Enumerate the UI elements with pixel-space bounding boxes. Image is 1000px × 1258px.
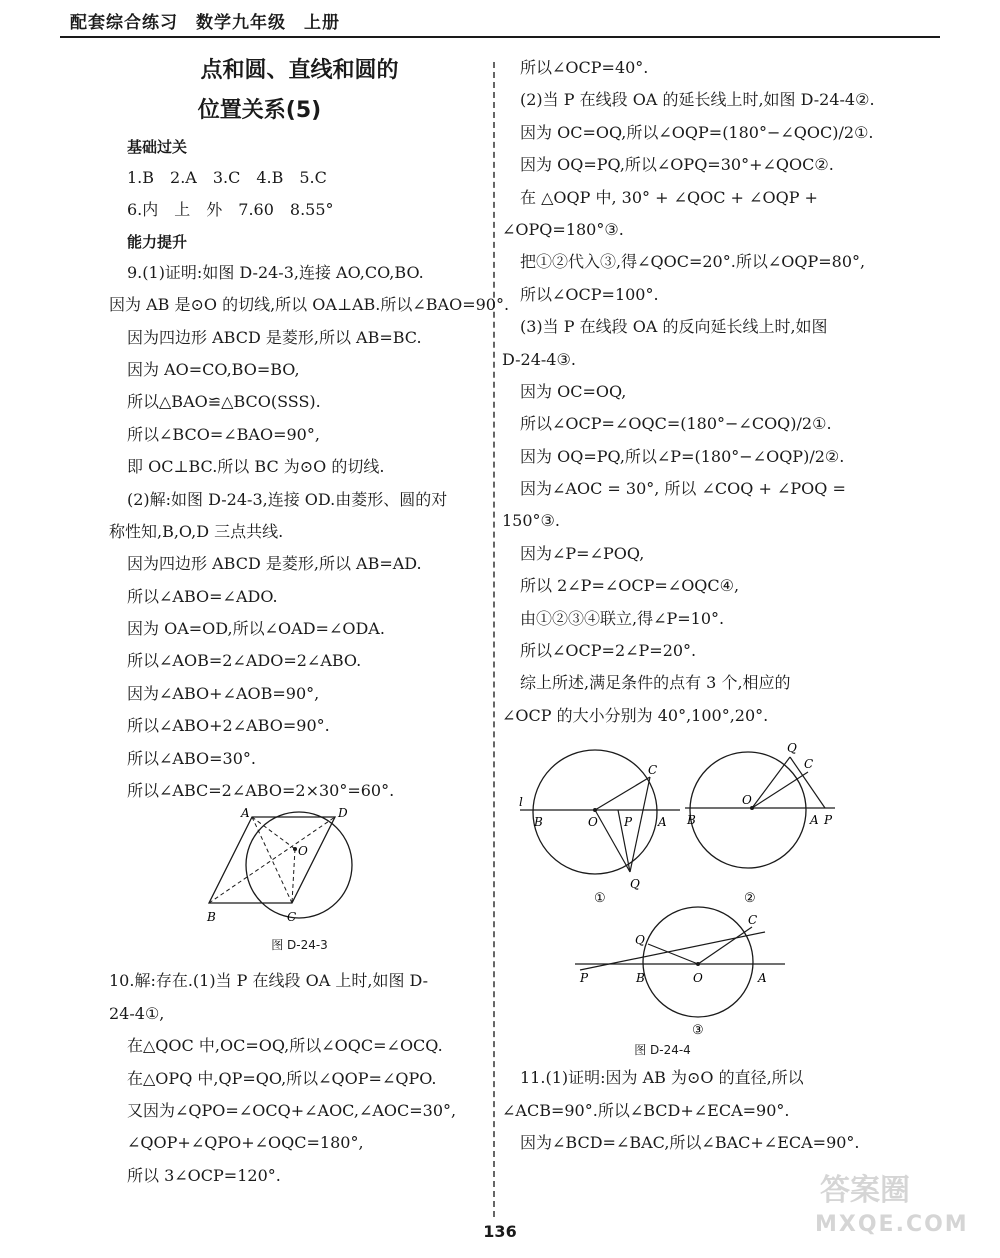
subfigure-2: [685, 741, 835, 906]
right-column: [502, 52, 895, 1159]
solution-10-continued: [502, 52, 895, 732]
text-line: 综上所述,满足条件的点有 3 个,相应的: [520, 673, 791, 693]
text-line: ∠ACB=90°.所以∠BCD+∠ECA=90°.: [502, 1100, 790, 1120]
label-o: O: [742, 793, 752, 808]
answer-line: 1.B 2.A 3.C 4.B 5.C: [127, 168, 327, 187]
text-line: 11.(1)证明:因为 AB 为⊙O 的直径,所以: [520, 1068, 804, 1088]
text-line: 在△QOC 中,OC=OQ,所以∠OQC=∠OCQ.: [127, 1036, 443, 1056]
text-line: 所以∠ABC=2∠ABO=2×30°=60°.: [127, 781, 395, 801]
text-line: 因为 AB 是⊙O 的切线,所以 OA⊥AB.所以∠BAO=90°.: [109, 295, 510, 315]
three-circles-diagram: [490, 732, 890, 1037]
text-line: 因为∠ABO+∠AOB=90°,: [127, 683, 320, 703]
figure-d24-4: [490, 732, 895, 1062]
label-c: C: [648, 763, 658, 778]
text-line: 因为四边形 ABCD 是菱形,所以 AB=BC.: [127, 327, 422, 347]
subfigure-3: [575, 907, 785, 1037]
basic-heading: 基础过关: [127, 138, 188, 156]
running-header: 配套综合练习 数学九年级 上册: [70, 13, 340, 33]
text-line: D-24-4③.: [502, 349, 576, 369]
text-line: 因为 OC=OQ,所以∠OQP=(180°−∠QOC)/2①.: [520, 122, 874, 142]
solution-11: [502, 1062, 895, 1159]
text-line: 所以∠OCP=100°.: [520, 284, 659, 304]
text-line: 因为∠BCD=∠BAC,所以∠BAC+∠ECA=90°.: [520, 1132, 860, 1152]
advanced-heading: 能力提升: [127, 232, 188, 251]
text-line: 10.解:存在.(1)当 P 在线段 OA 上时,如图 D-: [109, 971, 429, 991]
figure-caption: 图 D-24-3: [271, 938, 328, 953]
solution-10: [109, 965, 472, 1192]
label-b: B: [636, 971, 645, 986]
text-line: 又因为∠QPO=∠OCQ+∠AOC,∠AOC=30°,: [127, 1100, 457, 1120]
label-c: C: [748, 913, 758, 928]
solution-9: [109, 257, 510, 808]
text-line: ∠OCP 的大小分别为 40°,100°,20°.: [502, 705, 769, 725]
text-line: 所以∠ABO=∠ADO.: [127, 586, 278, 606]
subfigure-marker: ①: [594, 891, 606, 907]
text-line: 把①②代入③,得∠QOC=20°.所以∠OQP=80°,: [520, 252, 866, 272]
text-line: 因为∠P=∠POQ,: [520, 543, 645, 563]
answer-line: 6.内 上 外 7.60 8.55°: [127, 200, 334, 220]
label-q: Q: [630, 877, 640, 892]
site-watermark: [800, 1160, 990, 1250]
label-o: O: [693, 971, 703, 986]
text-line: 所以∠OCP=∠OQC=(180°−∠COQ)/2①.: [520, 414, 832, 434]
label-d: D: [338, 807, 348, 821]
text-line: 所以△BAO≌△BCO(SSS).: [127, 392, 321, 412]
segment-oc: [292, 849, 295, 903]
text-line: 所以∠BCO=∠BAO=90°,: [127, 424, 320, 444]
text-line: 9.(1)证明:如图 D-24-3,连接 AO,CO,BO.: [127, 262, 424, 282]
text-line: 因为 OQ=PQ,所以∠P=(180°−∠OQP)/2②.: [520, 446, 845, 466]
header-rule: [60, 36, 940, 38]
point-o: [293, 847, 297, 851]
label-o: O: [298, 844, 308, 859]
left-column: [109, 52, 510, 1192]
diagonal-ac: [252, 817, 292, 903]
text-line: 在 △OQP 中, 30° + ∠QOC + ∠OQP +: [520, 187, 818, 207]
label-b: B: [207, 910, 216, 925]
label-b: B: [534, 815, 543, 830]
subfigure-1: [519, 750, 680, 906]
subfigure-marker: ②: [744, 891, 756, 907]
figure-caption: 图 D-24-4: [634, 1043, 691, 1058]
label-p: P: [824, 813, 833, 828]
label-a: A: [810, 813, 819, 828]
label-p: P: [580, 971, 589, 986]
watermark-url: MXQE.COM: [815, 1212, 969, 1237]
text-line: 因为 OA=OD,所以∠OAD=∠ODA.: [127, 619, 385, 639]
text-line: 所以∠OCP=2∠P=20°.: [520, 641, 697, 661]
rhombus-circle-diagram: [127, 807, 472, 932]
text-line: 150°③.: [502, 511, 560, 531]
page-number: 136: [483, 1222, 517, 1241]
circle-o: [246, 812, 352, 918]
text-line: 因为 AO=CO,BO=BO,: [127, 359, 300, 379]
section-title-line2: 位置关系(5): [197, 98, 322, 123]
text-line: 所以∠AOB=2∠ADO=2∠ABO.: [127, 651, 362, 671]
segment-ao: [252, 817, 295, 849]
basic-answers: [127, 162, 472, 227]
text-line: ∠OPQ=180°③.: [502, 219, 624, 239]
label-c: C: [804, 757, 814, 772]
text-line: 所以 2∠P=∠OCP=∠OQC④,: [520, 576, 740, 596]
text-line: ∠QOP+∠QPO+∠OQC=180°,: [127, 1133, 364, 1153]
text-line: 所以∠ABO=30°.: [127, 748, 256, 768]
text-line: 24-4①,: [109, 1003, 165, 1023]
text-line: 在△OPQ 中,QP=QO,所以∠QOP=∠QPO.: [127, 1068, 437, 1088]
label-l: l: [519, 795, 523, 810]
text-line: (3)当 P 在线段 OA 的反向延长线上时,如图: [520, 317, 828, 337]
label-b: B: [687, 813, 696, 828]
text-line: 所以∠OCP=40°.: [520, 58, 649, 77]
text-line: 即 OC⊥BC.所以 BC 为⊙O 的切线.: [127, 457, 385, 477]
subfigure-marker: ③: [692, 1023, 704, 1038]
label-q: Q: [635, 933, 645, 948]
text-line: 所以∠ABO+2∠ABO=90°.: [127, 716, 330, 736]
label-a: A: [758, 971, 767, 986]
diagonal-bd: [209, 817, 335, 903]
text-line: 由①②③④联立,得∠P=10°.: [520, 608, 725, 628]
text-line: 所以 3∠OCP=120°.: [127, 1165, 281, 1185]
text-line: 因为∠AOC = 30°, 所以 ∠COQ + ∠POQ =: [520, 479, 846, 499]
text-line: (2)解:如图 D-24-3,连接 OD.由菱形、圆的对: [127, 489, 448, 509]
label-o: O: [588, 815, 598, 830]
text-line: (2)当 P 在线段 OA 的延长线上时,如图 D-24-4②.: [520, 90, 875, 110]
label-a: A: [241, 807, 250, 821]
label-c: C: [287, 910, 297, 925]
text-line: 因为 OC=OQ,: [520, 381, 627, 401]
figure-d24-3: [127, 807, 472, 957]
watermark-text: 答案圈: [820, 1173, 910, 1208]
section-title-line1: 点和圆、直线和圆的: [200, 58, 399, 83]
text-line: 因为 OQ=PQ,所以∠OPQ=30°+∠QOC②.: [520, 155, 834, 175]
text-line: 称性知,B,O,D 三点共线.: [109, 521, 284, 541]
text-line: 因为四边形 ABCD 是菱形,所以 AB=AD.: [127, 554, 422, 574]
label-q: Q: [787, 741, 797, 756]
label-p: P: [624, 815, 633, 830]
label-a: A: [658, 815, 667, 830]
